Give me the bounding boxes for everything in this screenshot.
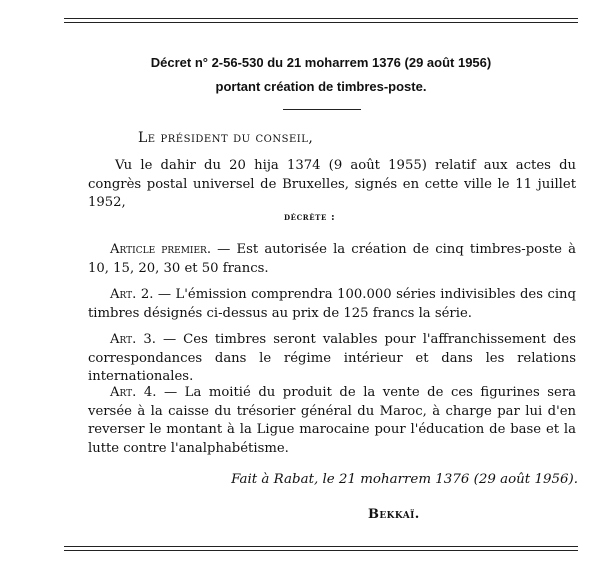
article-1-label: Article premier. <box>110 242 212 257</box>
president-heading: Le président du conseil, <box>138 130 314 146</box>
place-date-line: Fait à Rabat, le 21 moharrem 1376 (29 août 1956). <box>231 472 578 487</box>
bottom-rule-1 <box>64 546 578 547</box>
article-3-label: Art. 3. <box>110 332 156 347</box>
article-2-label: Art. 2. <box>110 287 154 302</box>
article-1-text: — Est autorisée la création de cinq timbres-poste à 10, 15, 20, 30 et 50 francs. <box>88 242 576 276</box>
decree-subtitle: portant création de timbres-poste. <box>215 79 427 94</box>
article-4-label: Art. 4. <box>110 385 157 400</box>
vu-paragraph: Vu le dahir du 20 hija 1374 (9 août 1955) relatif aux actes du congrès postal universel de Bruxelles, signés en cette ville le 11 juillet 1952, <box>88 158 576 210</box>
top-rule-1 <box>64 18 578 19</box>
article-4 <box>88 384 576 458</box>
article-2-text: — L'émission comprendra 100.000 séries indivisibles des cinq timbres désignés ci-dessus au prix de 125 francs la série. <box>88 287 576 321</box>
title-separator <box>283 109 361 110</box>
article-3-text: — Ces timbres seront valables pour l'affranchissement des correspondances dans le régime intérieur et dans les relations internationales. <box>88 332 576 384</box>
bottom-rule-2 <box>64 550 578 551</box>
article-2 <box>88 286 576 323</box>
signature: Bekkaï. <box>368 507 420 522</box>
decrete-heading: décrète : <box>284 212 336 223</box>
article-4-text: — La moitié du produit de la vente de ces figurines sera versée à la caisse du trésorier général du Maroc, à charge par lui d'en reverser le montant à la Ligue marocaine pour l'éducation de base et la lutte contre l'analphabétisme. <box>88 385 576 456</box>
decree-title: Décret n° 2-56-530 du 21 moharrem 1376 (29 août 1956) <box>150 55 492 70</box>
top-rule-2 <box>64 22 578 23</box>
article-1 <box>88 241 576 278</box>
article-3 <box>88 331 576 387</box>
